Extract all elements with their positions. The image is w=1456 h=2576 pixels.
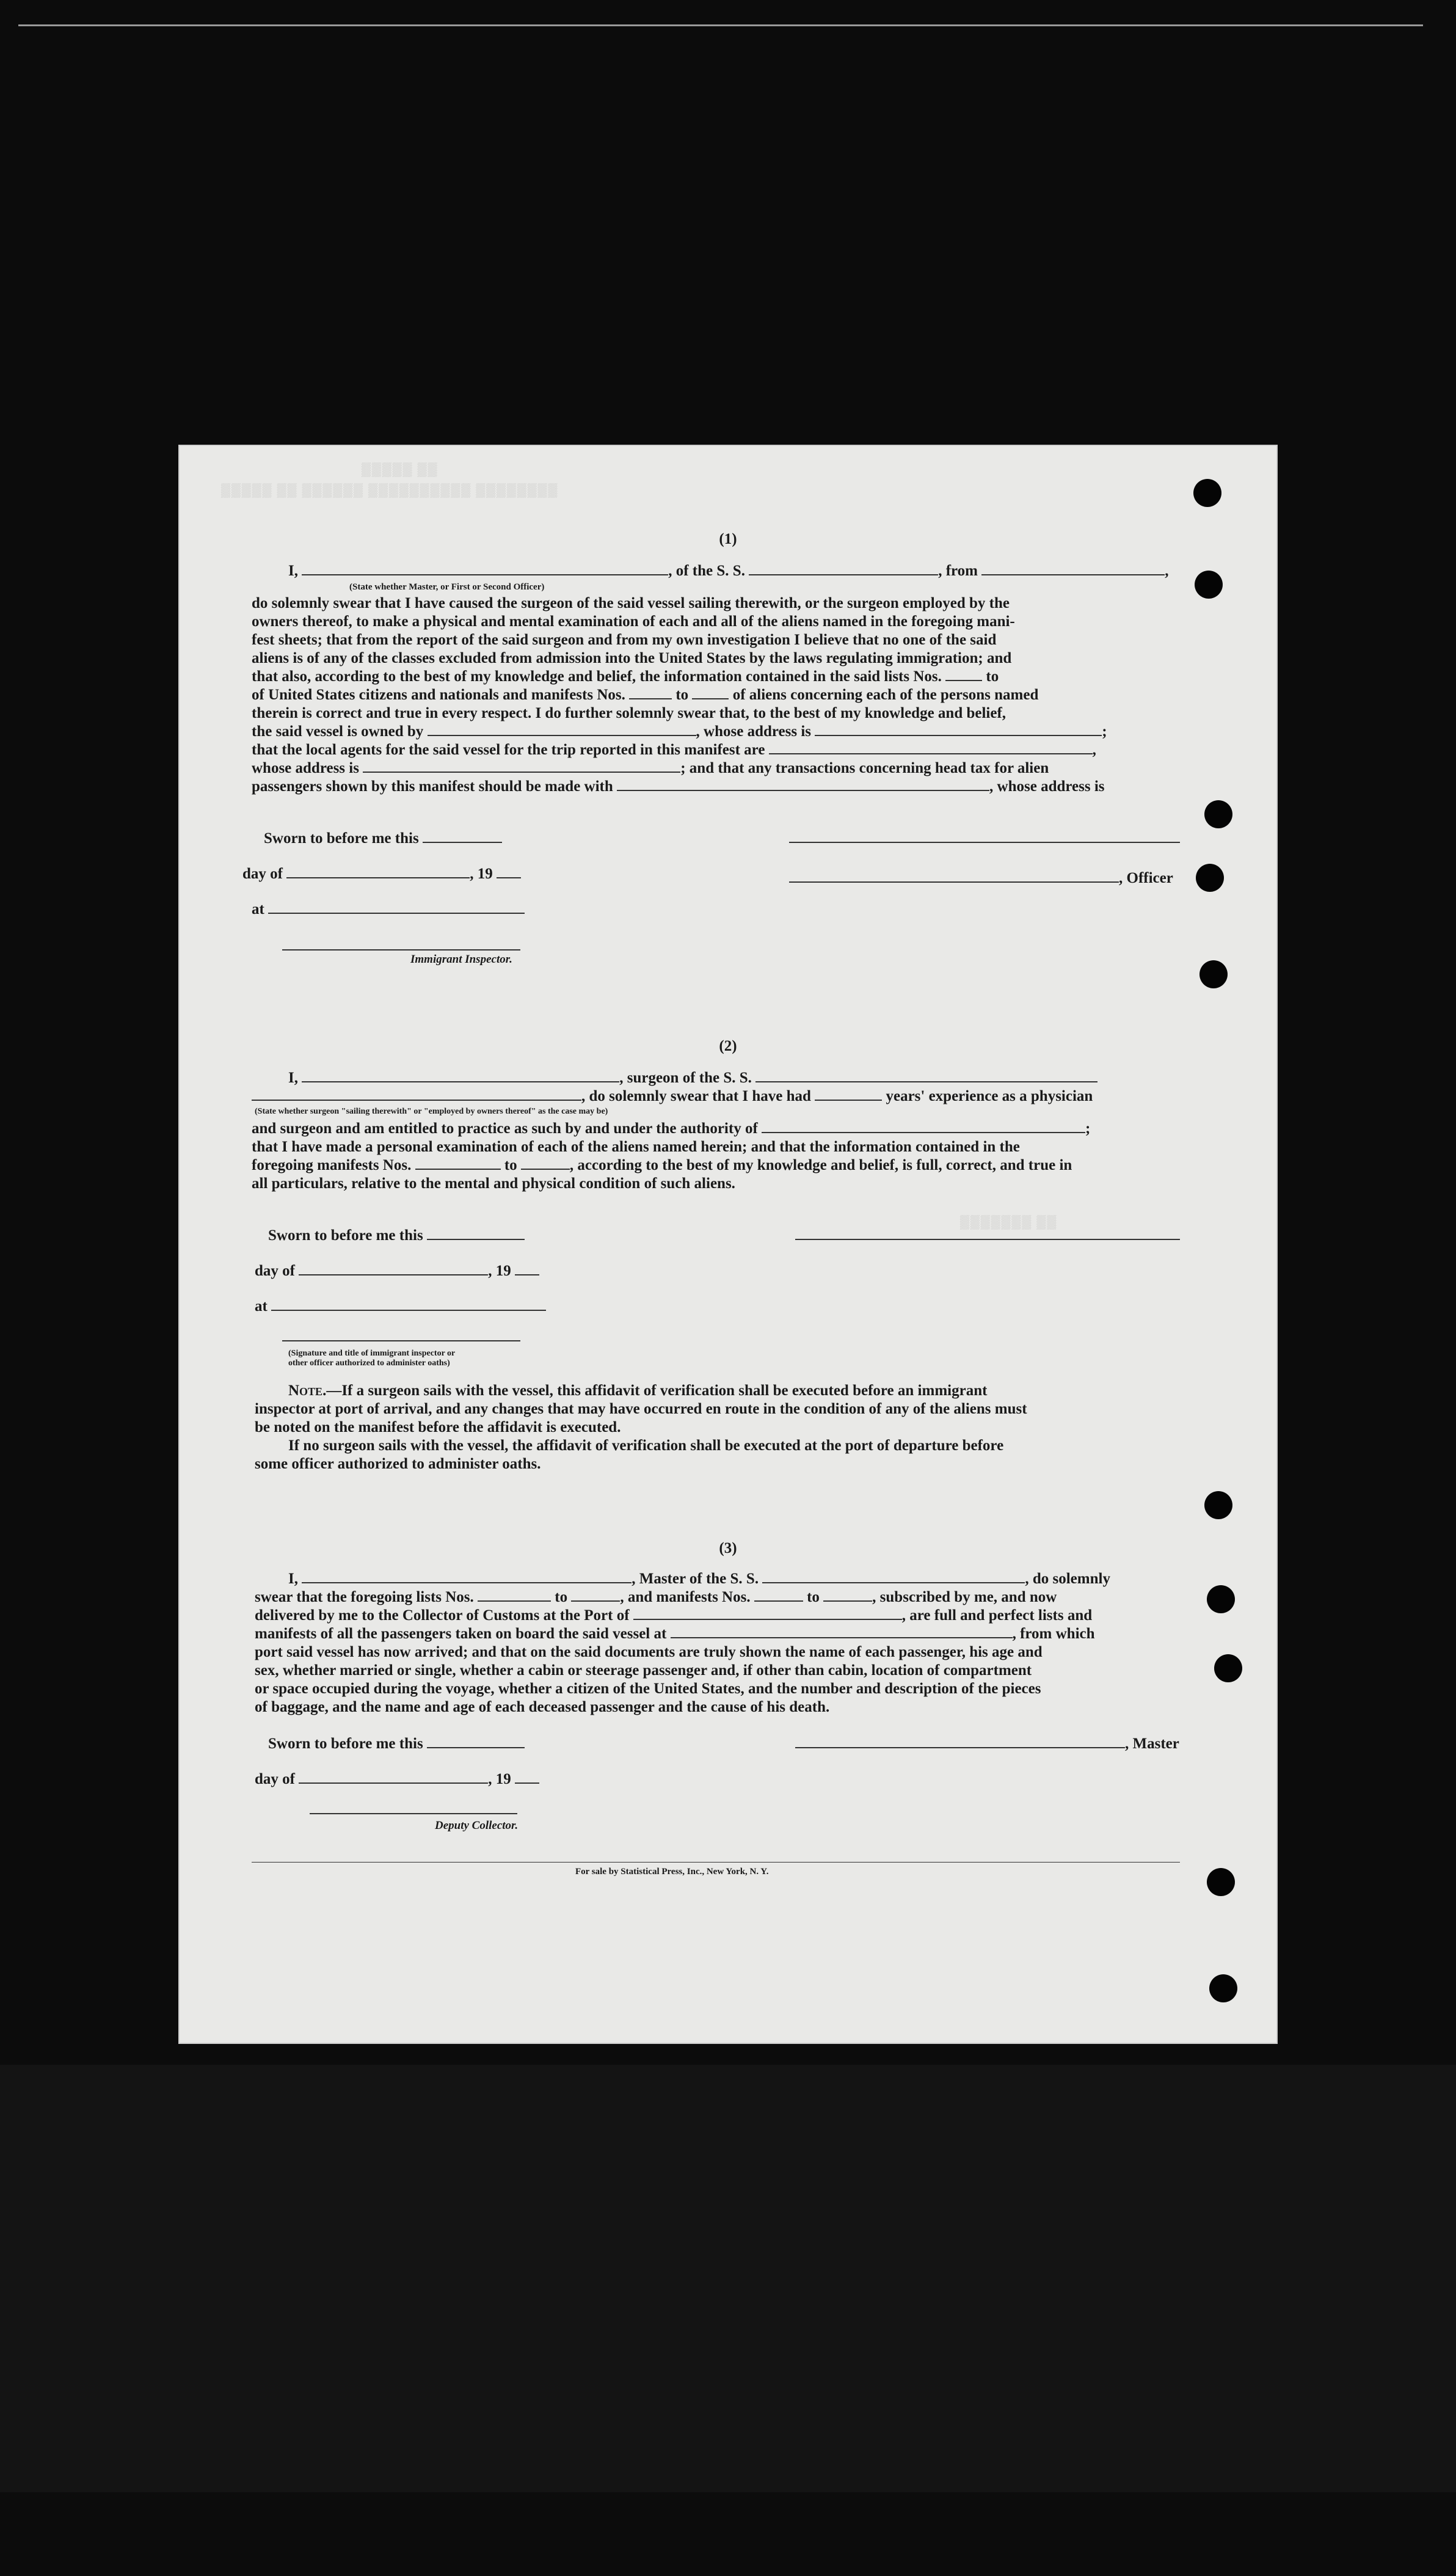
punch-hole [1199, 960, 1228, 988]
section-3-line: port said vessel has now arrived; and that on the said documents are truly shown the name of each passenger, his age and [255, 1644, 1043, 1660]
master-lists-from-field[interactable] [478, 1588, 551, 1602]
master-lists-to-field[interactable] [571, 1588, 620, 1602]
section-1-body-line: the said vessel is owned by , whose address is ; [252, 723, 1107, 740]
sworn-day-field-2[interactable] [427, 1227, 525, 1240]
section-2-line: that I have made a personal examination of each of the aliens named herein; and that the information contained in the [252, 1139, 1020, 1155]
sworn-day-field[interactable] [423, 830, 502, 843]
punch-hole [1207, 1585, 1235, 1613]
vessel-name-field[interactable] [749, 562, 938, 575]
bleed-through-text: ▒▒▒▒▒ ▒▒ [362, 462, 439, 476]
local-agents-field[interactable] [769, 741, 1093, 754]
sworn-month-field-3[interactable] [299, 1770, 488, 1784]
officer-signature-field[interactable] [789, 830, 1180, 843]
note-line: If no surgeon sails with the vessel, the affidavit of verification shall be executed at the port of departure before [288, 1437, 1004, 1454]
day-of-line-1: day of , 19 [242, 865, 521, 883]
master-vessel-field[interactable] [762, 1570, 1025, 1583]
surgeon-vessel-field[interactable] [755, 1069, 1097, 1082]
sworn-month-field[interactable] [286, 865, 470, 878]
surgeon-status-field[interactable] [252, 1087, 581, 1101]
section-1-body-line: aliens is of any of the classes excluded from admission into the United States by the laws regulating immigration; and [252, 650, 1012, 666]
section-2-line: foregoing manifests Nos. to , according to the best of my knowledge and belief, is full, correct, and true in [252, 1157, 1072, 1173]
officer-name-field[interactable] [789, 869, 1119, 883]
surgeon-name-field[interactable] [302, 1069, 619, 1082]
punch-hole [1193, 479, 1221, 507]
section-3-line: manifests of all the passengers taken on board the said vessel at , from which [255, 1626, 1095, 1642]
master-signature-field[interactable] [795, 1735, 1125, 1748]
section-1-body-line: passengers shown by this manifest should be made with , whose address is [252, 778, 1105, 795]
sworn-year-field-2[interactable] [515, 1262, 539, 1275]
punch-hole [1195, 571, 1223, 599]
section-1-body-line: whose address is ; and that any transactions concerning head tax for alien [252, 760, 1049, 776]
section-3-line: swear that the foregoing lists Nos. to , and manifests Nos. to , subscribed by me, and now [255, 1589, 1057, 1605]
punch-hole [1209, 1974, 1237, 2002]
note-line: some officer authorized to administer oaths. [255, 1456, 541, 1472]
section-1-body-line: that the local agents for the said vessel for the trip reported in this manifest are , [252, 742, 1096, 758]
section-3-line: or space occupied during the voyage, whether a citizen of the United States, and the number and description of the pieces [255, 1680, 1041, 1697]
officer-signature-top [789, 830, 1180, 848]
practice-authority-field[interactable] [762, 1120, 1085, 1133]
footer-rule [252, 1862, 1180, 1863]
bleed-through-text: ▒▒▒▒▒▒▒ ▒▒ [960, 1214, 1058, 1229]
signature-caption-line: other officer authorized to administer oaths) [288, 1359, 450, 1368]
agents-address-field[interactable] [363, 759, 680, 773]
master-name-field[interactable] [302, 1570, 632, 1583]
at-line-1: at [252, 900, 525, 919]
section-3-intro: I, , Master of the S. S. , do solemnly [288, 1571, 1110, 1587]
section-2-number: (2) [719, 1038, 737, 1054]
port-of-arrival-field[interactable] [633, 1607, 902, 1620]
film-top-line [18, 24, 1423, 26]
section-1-body-line: do solemnly swear that I have caused the surgeon of the said vessel sailing therewith, or the surgeon employed by the [252, 595, 1010, 611]
officer-rank-field[interactable] [302, 562, 668, 575]
section-1-intro: I, , of the S. S. , from , [288, 563, 1169, 579]
officer-rank-hint: (State whether Master, or First or Second Officer) [349, 582, 545, 592]
day-of-line-2: day of , 19 [255, 1262, 539, 1280]
authorized-officer-signature-line[interactable] [282, 1340, 520, 1341]
bleed-through-text: ▒▒▒▒▒ ▒▒ ▒▒▒▒▒▒ ▒▒▒▒▒▒▒▒▒▒ ▒▒▒▒▒▒▒▒ [221, 483, 559, 497]
sworn-year-field[interactable] [497, 865, 521, 878]
inspector-caption: Immigrant Inspector. [410, 953, 512, 966]
punch-hole [1196, 864, 1224, 892]
surgeon-manifests-to-field[interactable] [521, 1156, 570, 1170]
master-signature-line: , Master [795, 1735, 1179, 1753]
section-2-line: all particulars, relative to the mental and physical condition of such aliens. [252, 1175, 735, 1192]
section-2-line: and surgeon and am entitled to practice as such by and under the authority of ; [252, 1120, 1091, 1137]
manifests-from-field[interactable] [629, 686, 672, 699]
section-1-number: (1) [719, 531, 737, 547]
section-1-body-line: owners thereof, to make a physical and mental examination of each and all of the aliens named in the foregoing mani- [252, 613, 1015, 630]
sworn-line-2: Sworn to before me this [268, 1227, 525, 1245]
departure-port-field[interactable] [981, 562, 1165, 575]
sworn-year-field-3[interactable] [515, 1770, 539, 1784]
note-line: inspector at port of arrival, and any changes that may have occurred en route in the condition of any of the aliens must [255, 1401, 1027, 1417]
port-of-embarkation-field[interactable] [671, 1625, 1013, 1638]
owner-address-field[interactable] [815, 723, 1102, 736]
collector-caption: Deputy Collector. [435, 1819, 519, 1832]
manifests-to-field[interactable] [692, 686, 729, 699]
sworn-line-3: Sworn to before me this [268, 1735, 525, 1753]
master-manifests-to-field[interactable] [823, 1588, 872, 1602]
punch-hole [1214, 1654, 1242, 1682]
signature-caption-line: (Signature and title of immigrant inspector or [288, 1349, 456, 1358]
sworn-month-field-2[interactable] [299, 1262, 488, 1275]
surgeon-manifests-from-field[interactable] [415, 1156, 501, 1170]
note-line: be noted on the manifest before the affidavit is executed. [255, 1419, 621, 1436]
day-of-line-3: day of , 19 [255, 1770, 539, 1789]
master-manifests-from-field[interactable] [754, 1588, 803, 1602]
punch-hole [1204, 800, 1232, 828]
sworn-day-field-3[interactable] [427, 1735, 525, 1748]
vessel-owner-field[interactable] [428, 723, 696, 736]
note-label: Note. [288, 1382, 327, 1399]
inspector-signature-line[interactable] [282, 949, 520, 950]
section-1-body-line: of United States citizens and nationals and manifests Nos. to of aliens concerning each of the persons named [252, 687, 1039, 703]
section-3-line: delivered by me to the Collector of Customs at the Port of , are full and perfect lists and [255, 1607, 1093, 1624]
punch-hole [1207, 1868, 1235, 1896]
section-3-number: (3) [719, 1540, 737, 1556]
head-tax-contact-field[interactable] [617, 778, 989, 791]
surgeon-status-hint: (State whether surgeon "sailing therewith" or "employed by owners thereof" as the case may be) [255, 1107, 608, 1116]
section-1-body-line: that also, according to the best of my knowledge and belief, the information contained in the said lists Nos. to [252, 668, 999, 685]
printer-credit: For sale by Statistical Press, Inc., New York, N. Y. [575, 1867, 769, 1877]
punch-hole [1204, 1491, 1232, 1519]
film-lower-band [0, 2065, 1456, 2492]
note-line: Note.—If a surgeon sails with the vessel, this affidavit of verification shall be executed before an immigrant [288, 1382, 988, 1399]
sworn-line-1: Sworn to before me this [264, 830, 502, 848]
sworn-place-field[interactable] [268, 900, 525, 914]
lists-from-field[interactable] [945, 668, 982, 681]
years-experience-field[interactable] [815, 1087, 882, 1101]
sworn-place-field-2[interactable] [271, 1297, 546, 1311]
collector-signature-line[interactable] [310, 1813, 517, 1814]
section-1-body-line: therein is correct and true in every respect. I do further solemnly swear that, to the best of my knowledge and belief, [252, 705, 1006, 721]
affidavit-page [178, 445, 1278, 2044]
section-3-line: of baggage, and the name and age of each deceased passenger and the cause of his death. [255, 1699, 830, 1715]
section-1-body-line: fest sheets; that from the report of the said surgeon and from my own investigation I believe that no one of the said [252, 632, 997, 648]
officer-line: , Officer [789, 869, 1173, 888]
section-2-intro: I, , surgeon of the S. S. [288, 1069, 1097, 1087]
surgeon-signature-line[interactable] [795, 1239, 1180, 1240]
section-2-line-2: , do solemnly swear that I have had years' experience as a physician [252, 1087, 1093, 1106]
at-line-2: at [255, 1297, 546, 1316]
section-3-line: sex, whether married or single, whether a cabin or steerage passenger and, if other than cabin, location of compartment [255, 1662, 1032, 1679]
